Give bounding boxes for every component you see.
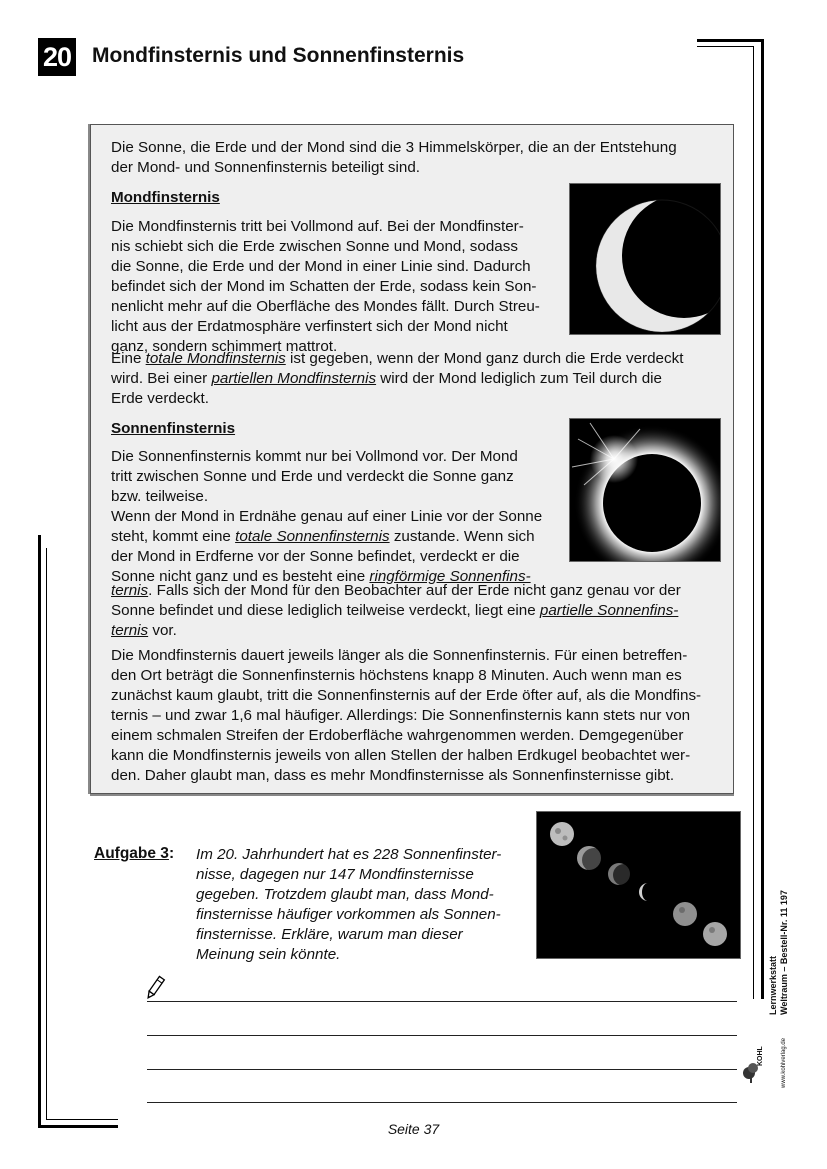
publisher-url: www.kohlverlag.de (781, 1037, 787, 1088)
sonnenfinsternis-text: Die Sonnenfinsternis kommt nur bei Vollmond vor. Der Mond tritt zwischen Sonne und Erde und verdeckt die Sonne ganz bzw. teilweise. Wenn der Mond in Erdnähe genau auf einer Linie vor der Sonne steht, kommt eine totale Sonnenfinsternis zustande. Wenn sich der Mond in Erdferne vor der Sonne befindet, verdeckt er die Sonne nicht ganz und es besteht eine ringförmige Sonnenfins- (111, 448, 543, 585)
term-totale-sonnenfinsternis: totale Sonnenfinsternis (235, 528, 390, 545)
chapter-number: 20 (38, 38, 76, 76)
answer-line-1[interactable] (147, 1001, 737, 1002)
closing-paragraph: Die Mondfinsternis dauert jeweils länger als die Sonnenfinsternis. Für einen betreffen- den Ort beträgt die Sonnenfinsternis höchstens knapp 8 Minuten. Auch wenn man es zunächst kaum glaubt, tritt die Sonnenfinsternis auf der Erde öfter auf, als die Mondfins- ternis – und zwar 1,6 mal häufiger. Allerdings: Die Sonnenfinsternis kann stets nur von einem schmalen Streifen der Erdoberfläche wahrgenommen werden. Demgegenüber kann die Mondfinsternis jeweils von allen Stellen der halben Erdkugel beobachtet wer- den. Daher glaubt man, dass es mehr Mondfinsternisse als Sonnenfinsternisse gibt. (111, 647, 702, 784)
moon-phases-icon (537, 812, 740, 958)
side-order-number: Weltraum – Bestell-Nr. 11 197 (779, 890, 789, 1015)
frame-line (761, 39, 764, 999)
sonnenfinsternis-heading: Sonnenfinsternis (111, 420, 236, 437)
term-totale-mondfinsternis: totale Mondfinsternis (145, 350, 286, 367)
frame-line (697, 46, 753, 47)
answer-line-4[interactable] (147, 1102, 737, 1103)
term-partielle-mondfinsternis: partiellen Mondfinsternis (211, 370, 377, 387)
term-ringfoermige-sonnenfinsternis: ringförmige Sonnenfins- (369, 568, 531, 585)
frame-line (46, 1119, 118, 1120)
crescent-moon-image (569, 183, 721, 335)
task-label: Aufgabe 3: (94, 845, 175, 862)
frame-line (46, 548, 47, 1120)
page-number: Seite 37 (387, 1121, 440, 1137)
frame-line (697, 39, 761, 42)
publisher-name: KOHL (757, 1046, 764, 1066)
mondfinsternis-heading: Mondfinsternis (111, 189, 220, 206)
sonnenfinsternis-definitions: ternis. Falls sich der Mond für den Beobachter auf der Erde nicht ganz genau vor der Sonne befindet und diese lediglich teilweise verdeckt, liegt eine partielle Sonnenfins- ternis vor. (111, 582, 681, 639)
page-title: Mondfinsternis und Sonnenfinsternis (92, 44, 465, 67)
lunar-eclipse-sequence-image (536, 811, 741, 959)
answer-line-3[interactable] (147, 1069, 737, 1070)
mondfinsternis-text: Die Mondfinsternis tritt bei Vollmond auf. Bei der Mondfinster- nis schiebt sich die Erde zwischen Sonne und Mond, sodass die Sonne, die Erde und der Mond in einer Linie sind. Dadurch befindet sich der Mond im Schatten der Erde, sodass kein Son- nenlicht mehr auf die Oberfläche des Mondes fällt. Durch Streu- licht aus der Erdatmosphäre verfinstert sich der Mond nicht ganz, sondern schimmert mattrot. (111, 218, 540, 355)
side-series: Lernwerkstatt (768, 955, 778, 1015)
frame-line (753, 46, 754, 999)
pencil-icon (144, 974, 166, 1007)
term-partielle-sonnenfinsternis: partielle Sonnenfins- (539, 602, 679, 619)
frame-line (38, 535, 41, 1128)
task-text: Im 20. Jahrhundert hat es 228 Sonnenfinster- nisse, dagegen nur 147 Mondfinsternisse gegeben. Trotzdem glaubt man, dass Mond- finsternisse häufiger vorkommen als Sonnen- finsternisse. Erkläre, warum man dieser Meinung sein könnte. (196, 846, 502, 963)
mondfinsternis-definitions: Eine totale Mondfinsternis ist gegeben, wenn der Mond ganz durch die Erde verdeckt wird. Bei einer partiellen Mondfinsternis wird der Mond lediglich zum Teil durch die Erde verdeckt. (111, 350, 684, 407)
solar-eclipse-image (569, 418, 721, 562)
answer-line-2[interactable] (147, 1035, 737, 1036)
crescent-moon-icon (570, 184, 720, 334)
solar-eclipse-icon (570, 419, 720, 561)
intro-text: Die Sonne, die Erde und der Mond sind die 3 Himmelskörper, die an der Entstehung der Mond- und Sonnenfinsternis beteiligt sind. (111, 139, 677, 176)
